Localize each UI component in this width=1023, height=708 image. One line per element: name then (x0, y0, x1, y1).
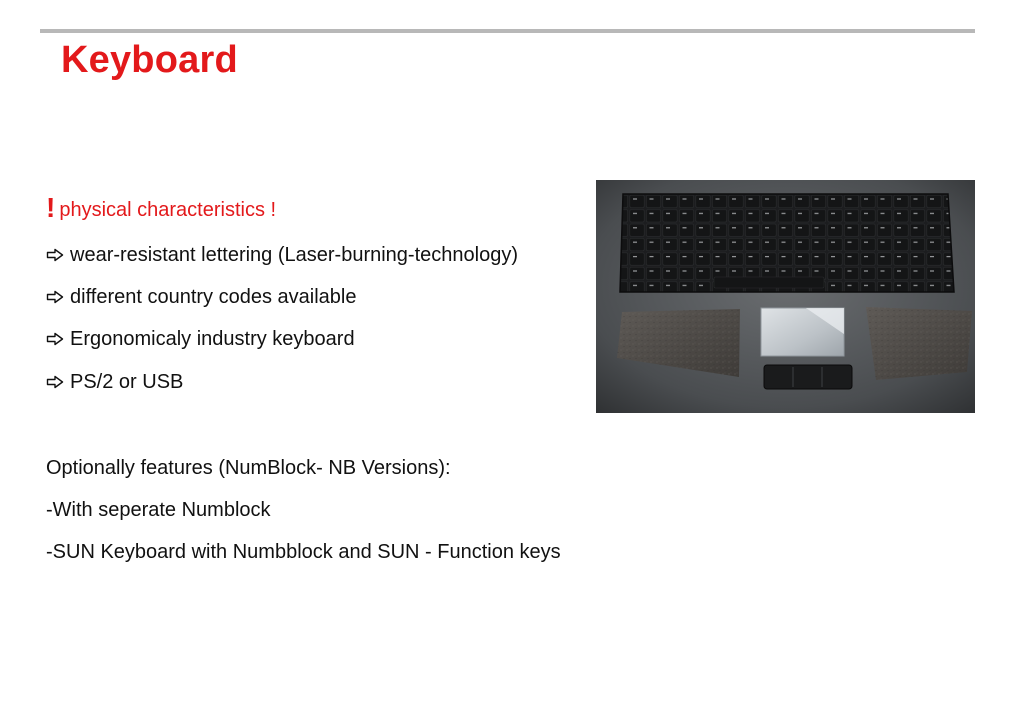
keyboard-photo (596, 180, 975, 413)
bullet-text: PS/2 or USB (70, 371, 184, 393)
section-heading (46, 192, 276, 224)
bullet-text: Ergonomicaly industry keyboard (70, 328, 355, 350)
bullet-item (46, 284, 356, 310)
arrow-right-icon (46, 375, 64, 389)
bullet-text: wear-resistant lettering (Laser-burning-technology) (70, 244, 518, 266)
keyboard-illustration (596, 180, 975, 413)
options-title: Optionally features (NumBlock- NB Versions): (46, 457, 451, 479)
bullet-text: different country codes available (70, 286, 357, 308)
arrow-right-icon (46, 290, 64, 304)
bullet-item (46, 326, 355, 352)
exclamation-mark: ! (46, 192, 56, 223)
arrow-right-icon (46, 248, 64, 262)
section-heading-text: physical characteristics ! (59, 199, 277, 221)
bullet-item (46, 242, 518, 268)
slide-title: Keyboard (61, 39, 238, 81)
top-divider (40, 29, 975, 33)
option-item: -SUN Keyboard with Numbblock and SUN - Function keys (46, 541, 561, 563)
arrow-right-icon (46, 332, 64, 346)
bullet-item (46, 369, 183, 395)
option-item: -With seperate Numblock (46, 499, 271, 521)
